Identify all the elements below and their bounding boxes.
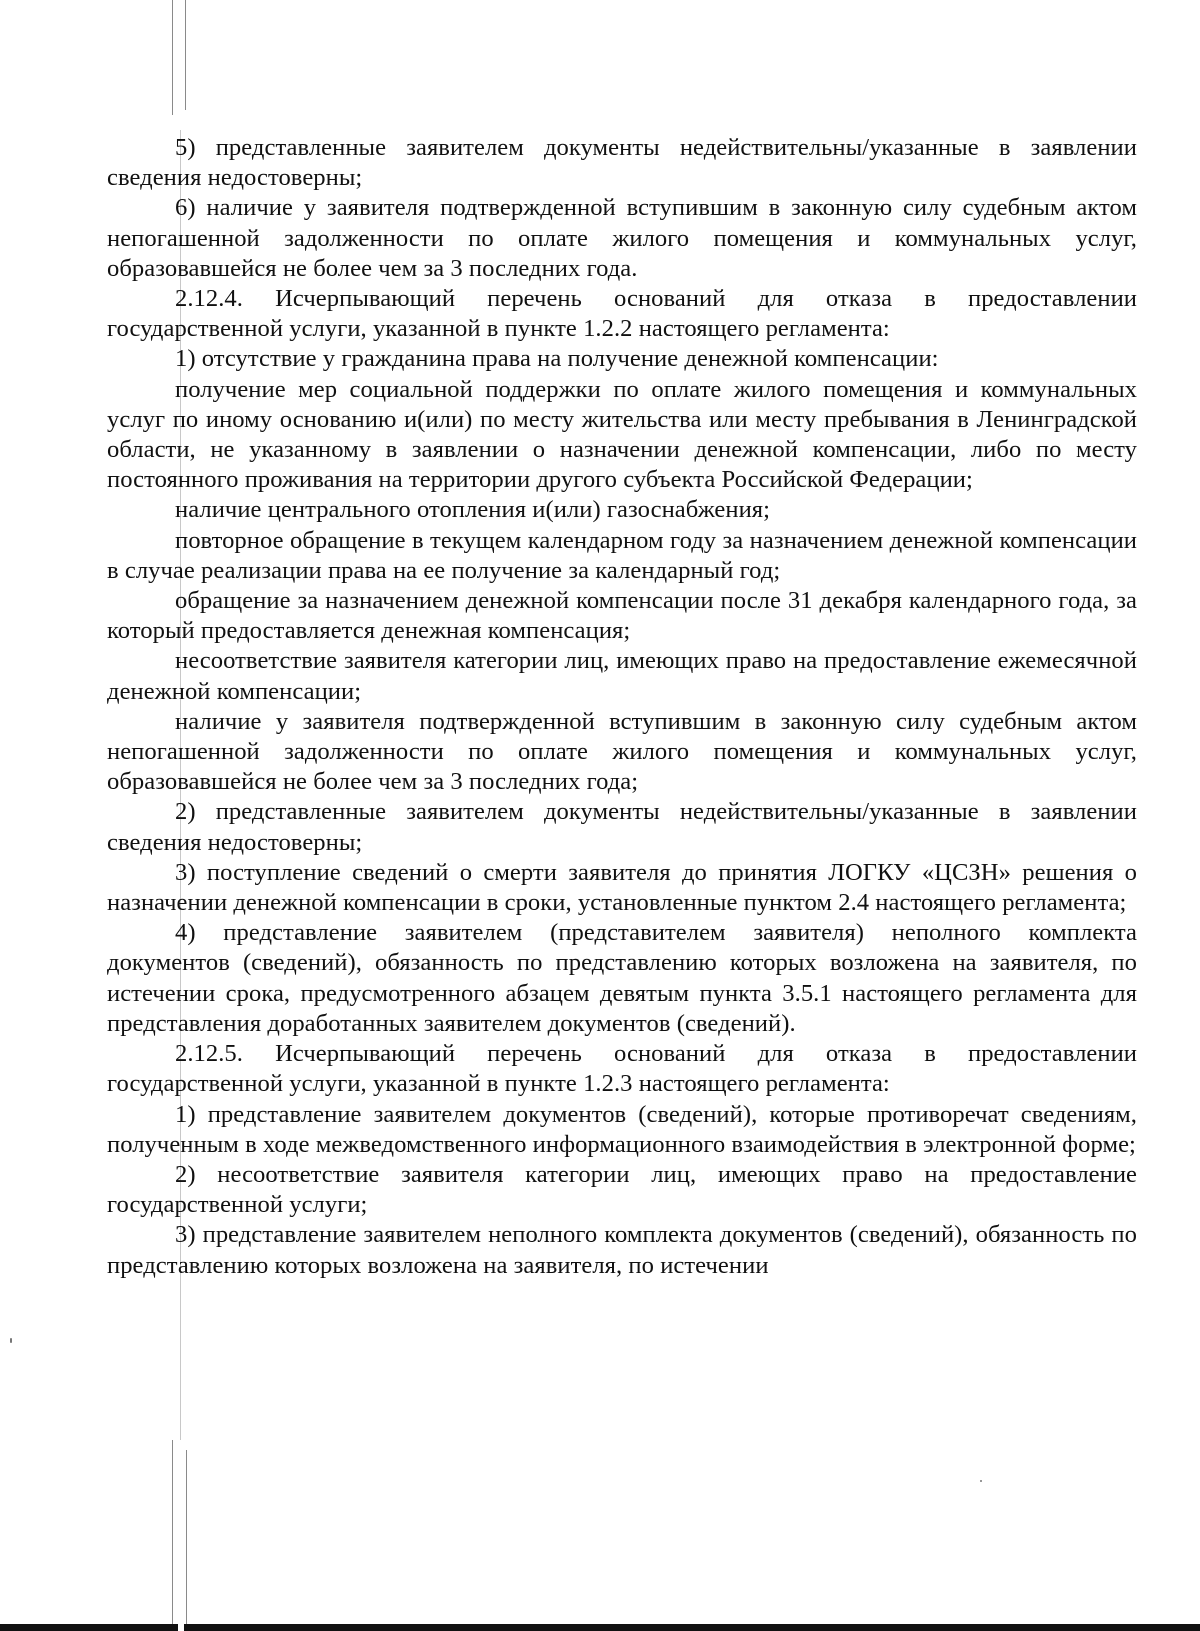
- paragraph: 3) поступление сведений о смерти заявителя до принятия ЛОГКУ «ЦСЗН» решения о назначении денежной компенсации в сроки, установленные пунктом 2.4 настоящего регламента;: [107, 858, 1137, 917]
- paragraph: 1) представление заявителем документов (сведений), которые противоречат сведениям, полученным в ходе межведомственного информационного взаимодействия в электронной форме;: [107, 1100, 1137, 1158]
- paragraph: 2.12.5. Исчерпывающий перечень оснований для отказа в предоставлении государственной услуги, указанной в пункте 1.2.3 настоящего регламента:: [107, 1040, 1137, 1098]
- scan-mark-top-2: [185, 0, 186, 110]
- scan-mark-bottom: [172, 1440, 173, 1625]
- paragraph: 2.12.4. Исчерпывающий перечень оснований для отказа в предоставлении государственной услуги, указанной в пункте 1.2.2 настоящего регламента:: [107, 285, 1137, 343]
- paragraph: несоответствие заявителя категории лиц, имеющих право на предоставление ежемесячной денежной компенсации;: [107, 647, 1137, 705]
- paragraph: 6) наличие у заявителя подтвержденной вступившим в законную силу судебным актом непогашенной задолженности по оплате жилого помещения и коммунальных услуг, образовавшейся не более чем за 3 последних года.: [107, 194, 1137, 282]
- scan-speck: [980, 1480, 982, 1482]
- paragraph: 2) представленные заявителем документы недействительны/указанные в заявлении сведения недостоверны;: [107, 798, 1137, 856]
- paragraph: наличие центрального отопления и(или) газоснабжения;: [175, 496, 771, 524]
- paragraph: 3) представление заявителем неполного комплекта документов (сведений), обязанность по представлению которых возложена на заявителя, по истечении: [107, 1221, 1137, 1279]
- scan-speck: [10, 1338, 12, 1343]
- paragraph: 5) представленные заявителем документы недействительны/указанные в заявлении сведения недостоверны;: [107, 134, 1137, 192]
- paragraph: 2) несоответствие заявителя категории лиц, имеющих право на предоставление государственной услуги;: [107, 1160, 1137, 1219]
- paragraph: 1) отсутствие у гражданина права на получение денежной компенсации:: [175, 345, 939, 373]
- paragraph: повторное обращение в текущем календарном году за назначением денежной компенсации в случае реализации права на ее получение за календарный год;: [107, 526, 1137, 584]
- scanner-edge-gap: [178, 1624, 184, 1631]
- paragraph: наличие у заявителя подтвержденной вступившим в законную силу судебным актом непогашенной задолженности по оплате жилого помещения и коммунальных услуг, образовавшейся не более чем за 3 последних года;: [107, 707, 1137, 796]
- paragraph: обращение за назначением денежной компенсации после 31 декабря календарного года, за который предоставляется денежная компенсация;: [107, 587, 1137, 645]
- scan-mark-top: [172, 0, 173, 115]
- paragraph: 4) представление заявителем (представителем заявителя) неполного комплекта документов (сведений), обязанность по представлению которых возложена на заявителя, по истечении срока, предусмотренного абзацем девятым пункта 3.5.1 настоящего регламента для представления доработанных заявителем документов (сведений).: [107, 919, 1137, 1037]
- scan-mark-bottom-2: [186, 1450, 187, 1625]
- document-body: [107, 133, 1137, 1281]
- paragraph: получение мер социальной поддержки по оплате жилого помещения и коммунальных услуг по иному основанию и(или) по месту жительства или месту пребывания в Ленинградской области, не указанному в заявлении о назначении денежной компенсации, либо по месту постоянного проживания на территории другого субъекта Российской Федерации;: [107, 375, 1137, 494]
